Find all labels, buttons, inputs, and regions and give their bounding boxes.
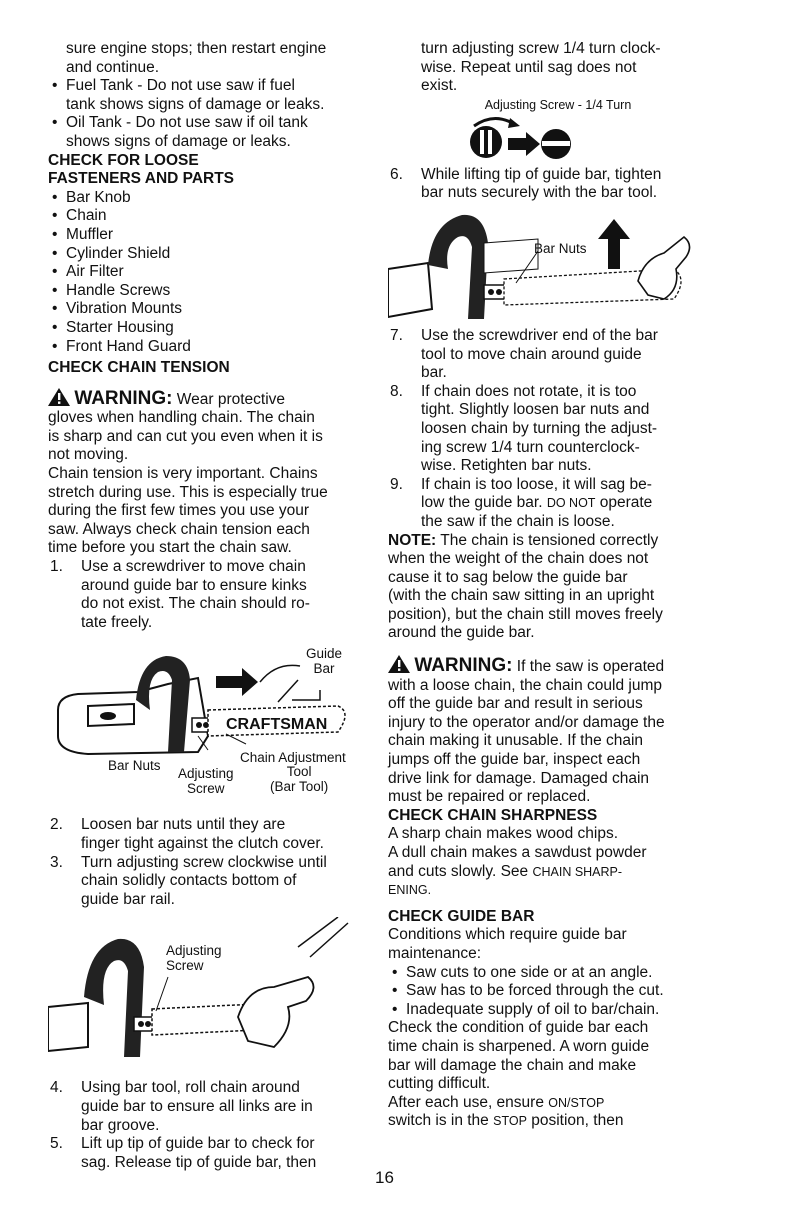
warning-triangle-icon (388, 655, 410, 673)
step5-continuation: turn adjusting screw 1/4 turn clock- wise. Repeat until sag does not exist. (421, 40, 661, 95)
list-item: • Fuel Tank - Do not use saw if fuel tank shows signs of damage or leaks. (48, 77, 366, 114)
caption-adjusting-screw-turn: Adjusting Screw - 1/4 Turn (484, 97, 632, 112)
tension-paragraph: Chain tension is very important. Chains stretch during use. This is especially true during the first few times you use your saw. Always check chain tension each time before you start the chain saw. (48, 465, 328, 557)
label-adjusting-screw: Adjusting Screw (166, 943, 222, 974)
list-item: • Saw cuts to one side or at an angle. (388, 964, 698, 983)
chainsaw-glove-illustration (48, 917, 366, 1067)
arrow-icon (508, 132, 540, 156)
figure-adjusting-screw (48, 917, 366, 1067)
list-item: • Front Hand Guard (48, 338, 366, 357)
up-arrow-icon (598, 219, 630, 269)
list-item: • Inadequate supply of oil to bar/chain. (388, 1001, 698, 1020)
warning-triangle-icon (48, 388, 70, 406)
step-6: 6. While lifting tip of guide bar, tighten bar nuts securely with the bar tool. (390, 165, 662, 202)
label-tool: Tool (Bar Tool) (270, 764, 329, 795)
heading-chain-tension: CHECK CHAIN TENSION (48, 359, 230, 377)
list-item: • Chain (48, 207, 366, 226)
list-item: • Handle Screws (48, 282, 366, 301)
heading-fasteners: CHECK FOR LOOSE FASTENERS AND PARTS (48, 151, 235, 188)
heading-guide-bar: CHECK GUIDE BAR (388, 907, 535, 925)
sharpness-paragraph: A sharp chain makes wood chips. A dull chain makes a sawdust powder and cuts slowly. See CHAIN SHARP- ENING. (388, 825, 647, 898)
right-column (388, 40, 698, 1131)
label-bar-nuts: Bar Nuts (534, 240, 587, 256)
list-item: • Oil Tank - Do not use saw if oil tank shows signs of damage or leaks. (48, 114, 366, 151)
screw-icon (470, 126, 502, 158)
list-item: • Muffler (48, 226, 366, 245)
warning-block: WARNING: If the saw is operated with a loose chain, the chain could jump off the guide bar and result in serious injury to the operator and/or damage the chain making it unusable. If the chain jumps off the guide bar, inspect each drive link for damage. Damaged chain must be repaired or replaced. (388, 655, 665, 806)
list-item: • Saw has to be forced through the cut. (388, 982, 698, 1001)
warning-label: WARNING: (414, 655, 513, 677)
list-item: • Air Filter (48, 263, 366, 282)
note-label: NOTE: (388, 531, 437, 549)
step-8: 8. If chain does not rotate, it is too tight. Slightly loosen bar nuts and loosen chain by turning the adjust- ing screw 1/4 turn counterclock- wise. Retighten bar nuts. (390, 382, 658, 475)
list-item: • Starter Housing (48, 319, 366, 338)
heading-chain-sharpness: CHECK CHAIN SHARPNESS (388, 806, 598, 824)
step-9: 9. If chain is too loose, it will sag be- low the guide bar. DO NOT operate the saw if the chain is loose. (390, 475, 653, 530)
page-number: 16 (375, 1168, 394, 1187)
warning-text: Wear protective (176, 390, 286, 408)
label-guide-bar: Guide Bar (306, 646, 343, 677)
label-adjusting-screw: Adjusting Screw (178, 766, 234, 797)
figure-chain-adjustment (48, 640, 366, 812)
left-column (48, 40, 366, 1172)
figure-quarter-turn (388, 96, 698, 166)
note-block: NOTE: The chain is tensioned correctly when the weight of the chain does not cause it to sag below the guide bar (with the chain saw sitting in an upright position), but the chain still moves freely around the guide bar. (388, 531, 663, 642)
label-chain-adjustment: Chain Adjustment (240, 750, 346, 766)
list-item: • Vibration Mounts (48, 300, 366, 319)
warning-block: WARNING: Wear protective gloves when handling chain. The chain is sharp and can cut you even when it is not moving. (48, 387, 323, 464)
figure-bar-nuts (388, 209, 698, 327)
arrow-icon (216, 668, 258, 696)
brand-logo-text: CRAFTSMAN (226, 716, 328, 734)
step-7: 7. Use the screwdriver end of the bar tool to move chain around guide bar. (390, 326, 658, 382)
guide-bar-section: Conditions which require guide bar maintenance: • Saw cuts to one side or at an angle. • Saw has to be forced through the cut. • Inadequate supply of oil to bar/chain. Check the condition of guide bar each time chain is sharpened. A worn guide bar will damage the chain and make cutting difficult. After each use, ensure ON/STOP switch is in the STOP position, then (388, 926, 698, 1131)
intro-line: and continue. (66, 58, 160, 76)
warning-label: WARNING: (74, 387, 173, 409)
step-2: 2. Loosen bar nuts until they are finger tight against the clutch cover. (50, 816, 324, 852)
step-1: 1. Use a screwdriver to move chain around guide bar to ensure kinks do not exist. The chain should ro- tate freely. (50, 558, 310, 631)
intro-line: sure engine stops; then restart engine (66, 40, 327, 57)
fastener-list (48, 189, 366, 356)
chainsaw-lift-illustration (388, 209, 698, 327)
step-5: 5. Lift up tip of guide bar to check for sag. Release tip of guide bar, then (50, 1135, 317, 1171)
step-4: 4. Using bar tool, roll chain around guide bar to ensure all links are in bar groove. (50, 1079, 313, 1134)
list-item: • Bar Knob (48, 189, 366, 208)
step-3: 3. Turn adjusting screw clockwise until chain solidly contacts bottom of guide bar rail. (50, 853, 327, 908)
list-item: • Cylinder Shield (48, 245, 366, 264)
label-bar-nuts: Bar Nuts (108, 758, 161, 774)
